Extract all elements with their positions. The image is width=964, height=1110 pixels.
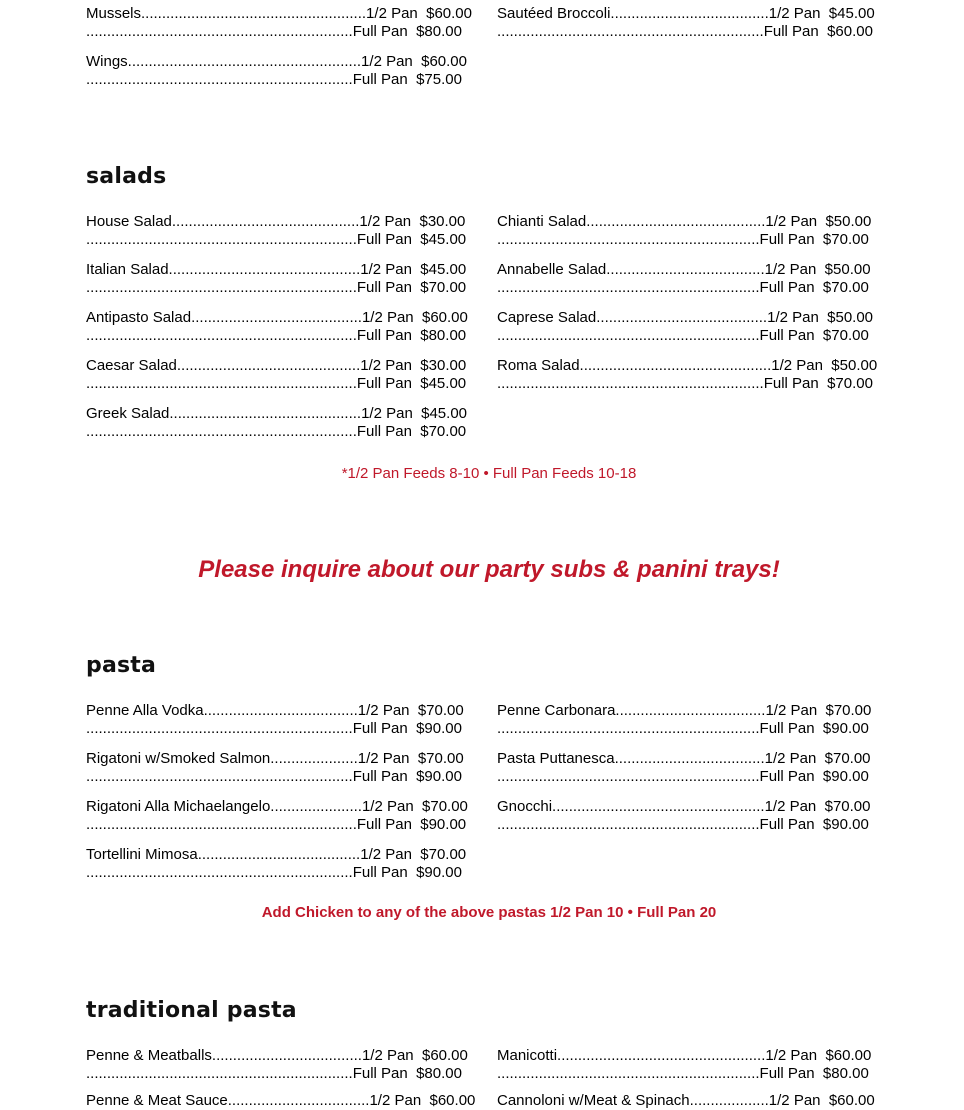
menu-item-tortellini-mimosa: Tortellini Mimosa.......................................1/2 Pan $70.00 bbox=[86, 846, 467, 863]
menu-item-gnocchi: Gnocchi...................................................1/2 Pan $70.00 bbox=[497, 798, 871, 815]
menu-item-caesar-salad: Caesar Salad............................................1/2 Pan $30.00 bbox=[86, 357, 467, 374]
menu-item-greek-salad-full-pan: .................................................................Full Pan $70.00 bbox=[86, 423, 467, 440]
menu-item-gnocchi-full-pan: ...............................................................Full Pan $90.00 bbox=[497, 816, 869, 833]
menu-item-caesar-salad-full-pan: .................................................................Full Pan $45.00 bbox=[86, 375, 467, 392]
menu-item-annabelle-salad: Annabelle Salad......................................1/2 Pan $50.00 bbox=[497, 261, 871, 278]
menu-item-italian-salad: Italian Salad..............................................1/2 Pan $45.00 bbox=[86, 261, 467, 278]
menu-item-penne-carbonara: Penne Carbonara....................................1/2 Pan $70.00 bbox=[497, 702, 872, 719]
menu-item-penne-carbonara-full-pan: ...............................................................Full Pan $90.00 bbox=[497, 720, 869, 737]
menu-item-house-salad: House Salad.............................................1/2 Pan $30.00 bbox=[86, 213, 466, 230]
menu-item-penne-meat-sauce: Penne & Meat Sauce..................................1/2 Pan $60.00 bbox=[86, 1092, 476, 1109]
menu-item-italian-salad-full-pan: .................................................................Full Pan $70.00 bbox=[86, 279, 467, 296]
menu-item-annabelle-salad-full-pan: ...............................................................Full Pan $70.00 bbox=[497, 279, 869, 296]
menu-item-pasta-puttanesca-full-pan: ...............................................................Full Pan $90.00 bbox=[497, 768, 869, 785]
menu-item-antipasto-salad-full-pan: .................................................................Full Pan $80.00 bbox=[86, 327, 467, 344]
menu-item-mussels: Mussels......................................................1/2 Pan $60.00 bbox=[86, 5, 472, 22]
menu-item-chianti-salad-full-pan: ...............................................................Full Pan $70.00 bbox=[497, 231, 869, 248]
menu-item-rigatoni-michaelangelo: Rigatoni Alla Michaelangelo......................1/2 Pan $70.00 bbox=[86, 798, 468, 815]
menu-item-tortellini-mimosa-full-pan: ................................................................Full Pan $90.00 bbox=[86, 864, 462, 881]
menu-item-roma-salad: Roma Salad..............................................1/2 Pan $50.00 bbox=[497, 357, 878, 374]
salads-serving-note: *1/2 Pan Feeds 8-10 • Full Pan Feeds 10-18 bbox=[341, 465, 637, 482]
menu-item-rigatoni-michaelangelo-full-pan: .................................................................Full Pan $90.00 bbox=[86, 816, 467, 833]
menu-item-rigatoni-smoked-salmon: Rigatoni w/Smoked Salmon.....................1/2 Pan $70.00 bbox=[86, 750, 464, 767]
menu-item-penne-meatballs: Penne & Meatballs....................................1/2 Pan $60.00 bbox=[86, 1047, 468, 1064]
menu-item-roma-salad-full-pan: ................................................................Full Pan $70.00 bbox=[497, 375, 873, 392]
menu-item-penne-alla-vodka-full-pan: ................................................................Full Pan $90.00 bbox=[86, 720, 462, 737]
pasta-chicken-note: Add Chicken to any of the above pastas 1/2 Pan 10 • Full Pan 20 bbox=[261, 904, 717, 921]
menu-item-chianti-salad: Chianti Salad...........................................1/2 Pan $50.00 bbox=[497, 213, 872, 230]
menu-item-wings-full-pan: ................................................................Full Pan $75.00 bbox=[86, 71, 462, 88]
menu-item-wings: Wings........................................................1/2 Pan $60.00 bbox=[86, 53, 467, 70]
menu-item-cannoloni: Cannoloni w/Meat & Spinach...................1/2 Pan $60.00 bbox=[497, 1092, 875, 1109]
section-title-traditional-pasta: traditional pasta bbox=[86, 998, 297, 1023]
menu-item-pasta-puttanesca: Pasta Puttanesca....................................1/2 Pan $70.00 bbox=[497, 750, 871, 767]
section-title-pasta: pasta bbox=[86, 653, 157, 678]
menu-item-house-salad-full-pan: .................................................................Full Pan $45.00 bbox=[86, 231, 467, 248]
menu-item-penne-meatballs-full-pan: ................................................................Full Pan $80.00 bbox=[86, 1065, 462, 1082]
menu-item-antipasto-salad: Antipasto Salad.........................................1/2 Pan $60.00 bbox=[86, 309, 468, 326]
menu-item-manicotti: Manicotti..................................................1/2 Pan $60.00 bbox=[497, 1047, 872, 1064]
menu-item-caprese-salad: Caprese Salad.........................................1/2 Pan $50.00 bbox=[497, 309, 874, 326]
section-title-salads: salads bbox=[86, 164, 167, 189]
menu-item-sauteed-broccoli: Sautéed Broccoli......................................1/2 Pan $45.00 bbox=[497, 5, 875, 22]
party-trays-promo: Please inquire about our party subs & panini trays! bbox=[198, 556, 780, 583]
menu-item-greek-salad: Greek Salad..............................................1/2 Pan $45.00 bbox=[86, 405, 468, 422]
menu-item-caprese-salad-full-pan: ...............................................................Full Pan $70.00 bbox=[497, 327, 869, 344]
menu-item-sauteed-broccoli-full-pan: ................................................................Full Pan $60.00 bbox=[497, 23, 873, 40]
menu-item-rigatoni-smoked-salmon-full-pan: ................................................................Full Pan $90.00 bbox=[86, 768, 462, 785]
menu-item-manicotti-full-pan: ...............................................................Full Pan $80.00 bbox=[497, 1065, 869, 1082]
menu-item-penne-alla-vodka: Penne Alla Vodka.....................................1/2 Pan $70.00 bbox=[86, 702, 464, 719]
menu-item-mussels-full-pan: ................................................................Full Pan $80.00 bbox=[86, 23, 462, 40]
